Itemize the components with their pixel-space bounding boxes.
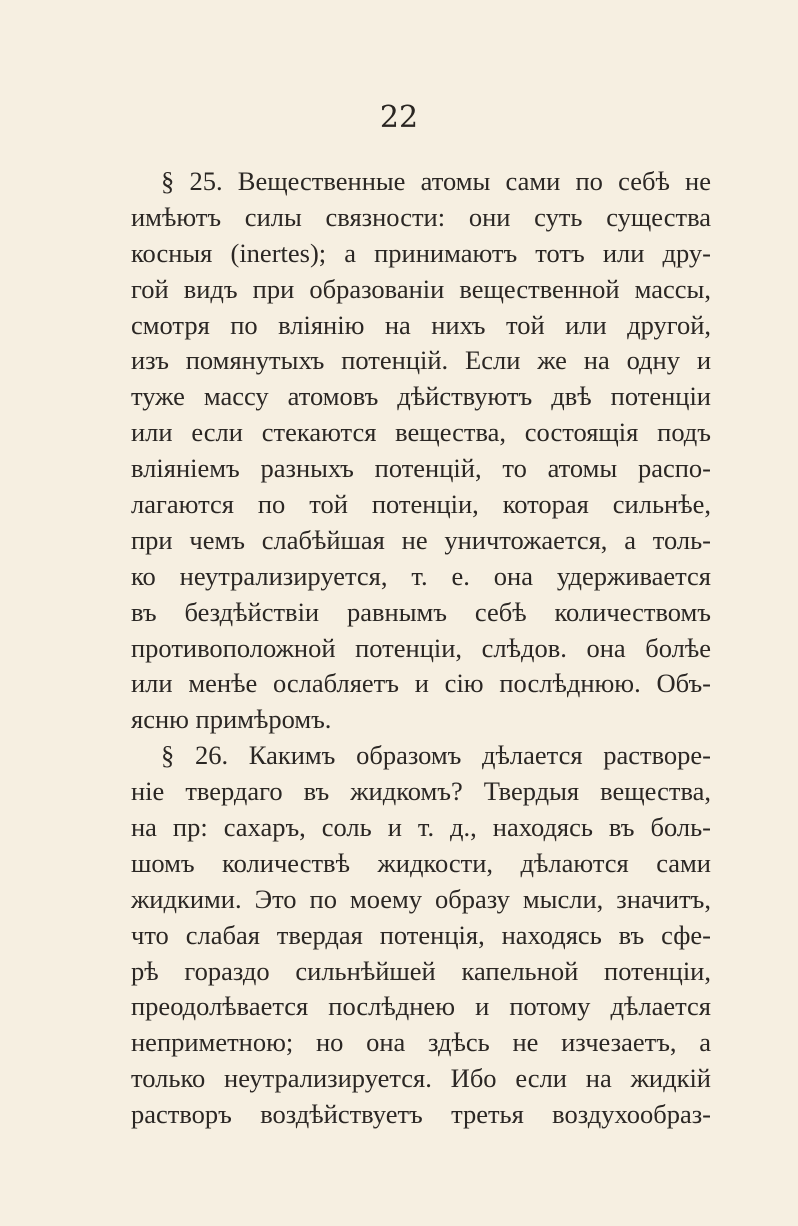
- text-line: изъ помянутыхъ потенцій. Если же на одну и: [131, 345, 711, 376]
- text-line: только неутрализируется. Ибо если на жидкій: [131, 1063, 711, 1094]
- text-line: рѣ гораздо сильнѣйшей капельной потенціи,: [131, 955, 711, 986]
- text-line: лагаются по той потенціи, которая сильнѣе,: [131, 489, 711, 520]
- page-number: 22: [379, 100, 419, 135]
- text-line: гой видъ при образованіи вещественной массы,: [131, 273, 711, 304]
- text-line: имѣютъ силы связности: они суть существа: [131, 201, 711, 232]
- text-line: неприметною; но она здѣсь не изчезаетъ, а: [131, 1027, 711, 1058]
- text-line: на пр: сахаръ, соль и т. д., находясь въ боль-: [131, 812, 711, 843]
- text-line: вліяніемъ разныхъ потенцій, то атомы распо-: [131, 453, 711, 484]
- body-text: [131, 164, 711, 1133]
- text-line: ніе твердаго въ жидкомъ? Твердыя вещества,: [131, 776, 711, 807]
- text-line: растворъ воздѣйствуетъ третья воздухообраз-: [131, 1099, 711, 1130]
- text-line: что слабая твердая потенція, находясь въ сфе-: [131, 919, 711, 950]
- text-line: жидкими. Это по моему образу мысли, значитъ,: [131, 883, 711, 914]
- text-line: косныя (inertes); а принимаютъ тотъ или дру-: [131, 237, 711, 268]
- text-line: ясню примѣромъ.: [131, 704, 332, 735]
- text-line: противоположной потенціи, слѣдов. она болѣе: [131, 632, 711, 663]
- text-line: смотря по вліянію на нихъ той или другой,: [131, 309, 711, 340]
- text-line: туже массу атомовъ дѣйствуютъ двѣ потенціи: [131, 381, 711, 412]
- text-line: при чемъ слабѣйшая не уничтожается, а толь-: [131, 524, 711, 555]
- text-line: въ бездѣйствіи равнымъ себѣ количествомъ: [131, 596, 711, 627]
- text-line: преодолѣвается послѣднею и потому дѣлается: [131, 991, 711, 1022]
- text-line: или менѣе ослабляетъ и сію послѣднюю. Объ-: [131, 668, 711, 699]
- text-line: ко неутрализируется, т. е. она удерживается: [131, 560, 711, 591]
- text-line: § 26. Какимъ образомъ дѣлается растворе-: [161, 740, 711, 771]
- text-line: § 25. Вещественные атомы сами по себѣ не: [161, 166, 711, 196]
- text-line: или если стекаются вещества, состоящія подъ: [131, 417, 711, 448]
- text-line: шомъ количествѣ жидкости, дѣлаются сами: [131, 847, 711, 878]
